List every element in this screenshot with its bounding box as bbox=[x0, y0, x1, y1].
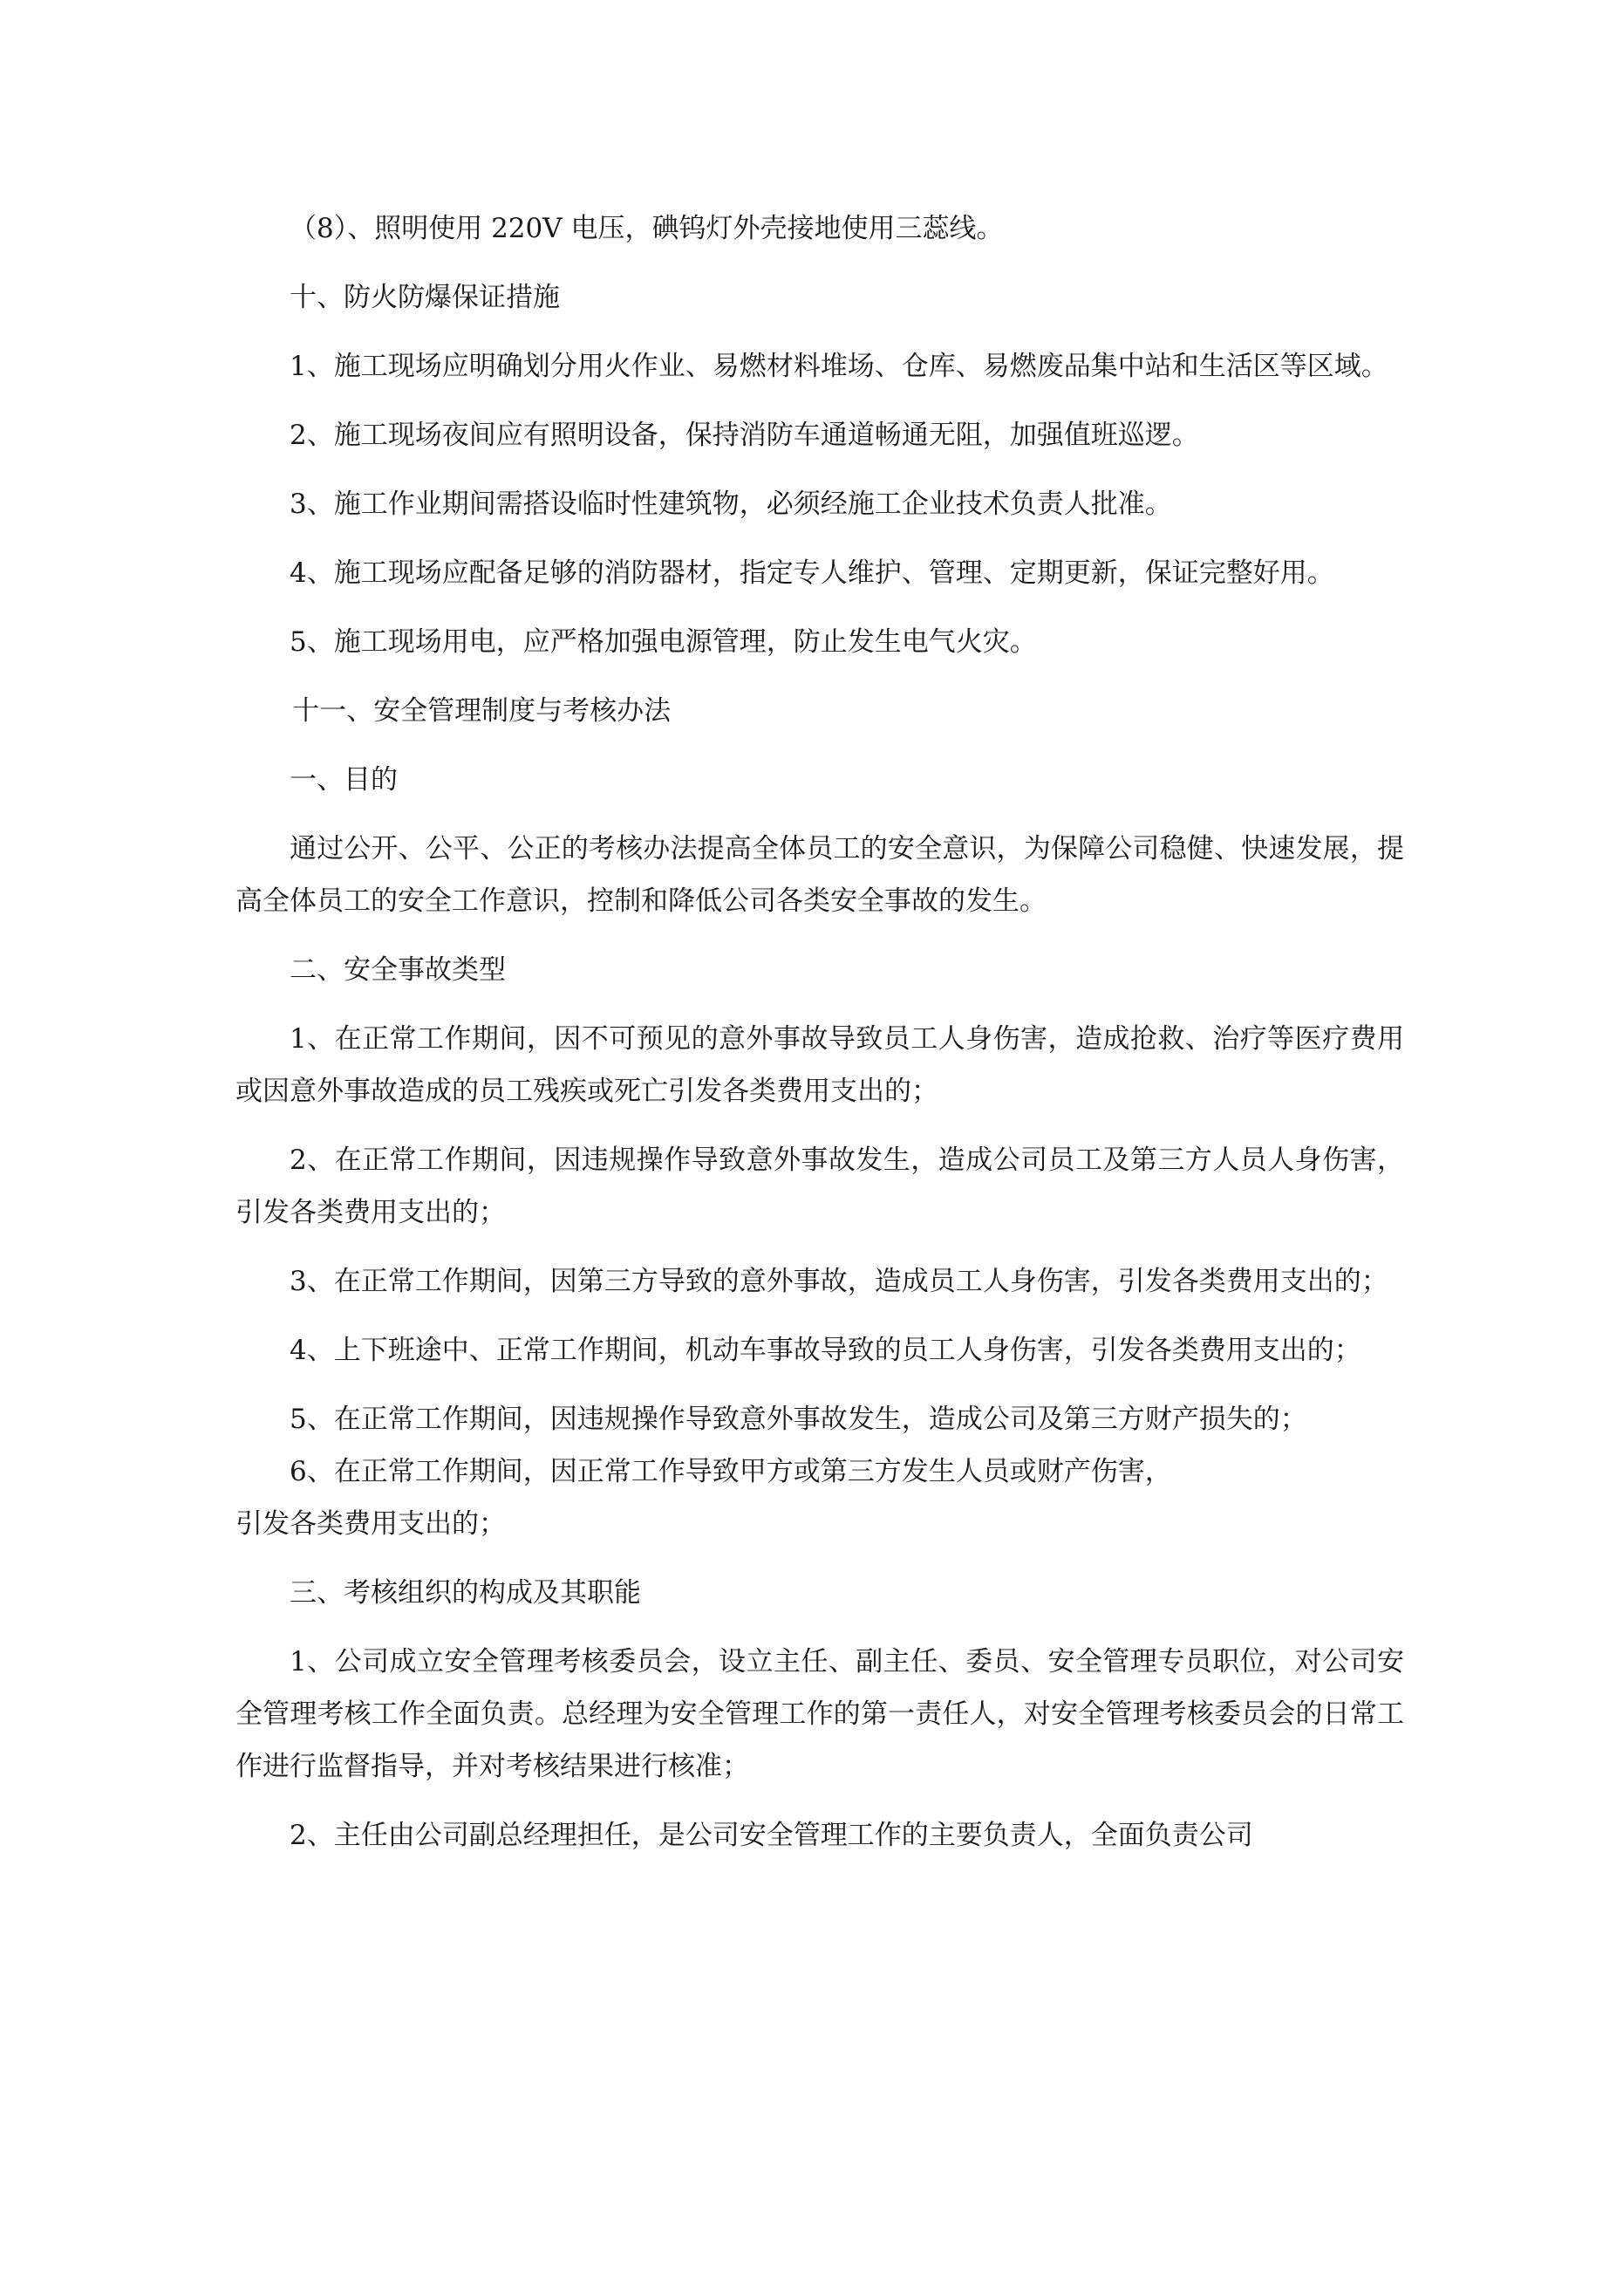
paragraph-organization-item-2: 2、主任由公司副总经理担任，是公司安全管理工作的主要负责人，全面负责公司 bbox=[290, 1820, 1253, 1851]
paragraph-fire-item-3: 3、施工作业期间需搭设临时性建筑物，必须经施工企业技术负责人批准。 bbox=[290, 489, 1172, 520]
document-body bbox=[235, 202, 1404, 1878]
heading-accident-types: 二、安全事故类型 bbox=[290, 954, 506, 986]
paragraph-accident-type-2: 2、在正常工作期间，因违规操作导致意外事故发生，造成公司员工及第三方人员人身伤害，引发各类费用支出的； bbox=[235, 1145, 1404, 1228]
paragraph-accident-type-3: 3、在正常工作期间，因第三方导致的意外事故，造成员工人身伤害，引发各类费用支出的； bbox=[290, 1266, 1388, 1297]
paragraph-accident-type-5: 5、在正常工作期间，因违规操作导致意外事故发生，造成公司及第三方财产损失的； bbox=[290, 1404, 1307, 1435]
paragraph-fire-item-2: 2、施工现场夜间应有照明设备，保持消防车通道畅通无阻，加强值班巡逻。 bbox=[290, 420, 1199, 451]
paragraph-purpose: 通过公开、公平、公正的考核办法提高全体员工的安全意识，为保障公司稳健、快速发展，提高全体员工的安全工作意识，控制和降低公司各类安全事故的发生。 bbox=[235, 833, 1404, 917]
heading-fire-prevention: 十、防火防爆保证措施 bbox=[290, 282, 560, 313]
paragraph-fire-item-4: 4、施工现场应配备足够的消防器材，指定专人维护、管理、定期更新，保证完整好用。 bbox=[290, 557, 1334, 589]
paragraph-organization-item-1: 1、公司成立安全管理考核委员会，设立主任、副主任、委员、安全管理专员职位，对公司安全管理考核工作全面负责。总经理为安全管理工作的第一责任人，对安全管理考核委员会的日常工作进行监督指导，并对考核结果进行核准； bbox=[235, 1646, 1404, 1782]
heading-safety-management: 十一、安全管理制度与考核办法 bbox=[292, 695, 672, 727]
paragraph-accident-type-6: 6、在正常工作期间，因正常工作导致甲方或第三方发生人员或财产伤害， bbox=[290, 1456, 1172, 1487]
paragraph-accident-type-6-continued: 引发各类费用支出的； bbox=[235, 1508, 506, 1540]
heading-assessment-organization: 三、考核组织的构成及其职能 bbox=[290, 1577, 641, 1609]
heading-purpose: 一、目的 bbox=[290, 764, 398, 796]
paragraph-accident-type-4: 4、上下班途中、正常工作期间，机动车事故导致的员工人身伤害，引发各类费用支出的； bbox=[290, 1335, 1361, 1366]
paragraph-fire-item-1: 1、施工现场应明确划分用火作业、易燃材料堆场、仓库、易燃废品集中站和生活区等区域。 bbox=[290, 351, 1388, 382]
paragraph-accident-type-1: 1、在正常工作期间，因不可预见的意外事故导致员工人身伤害，造成抢救、治疗等医疗费用或因意外事故造成的员工残疾或死亡引发各类费用支出的； bbox=[235, 1023, 1404, 1107]
paragraph-lighting-voltage: （8）、照明使用 220V 电压，碘钨灯外壳接地使用三蕊线。 bbox=[290, 213, 1004, 244]
paragraph-fire-item-5: 5、施工现场用电，应严格加强电源管理，防止发生电气火灾。 bbox=[290, 626, 1037, 658]
